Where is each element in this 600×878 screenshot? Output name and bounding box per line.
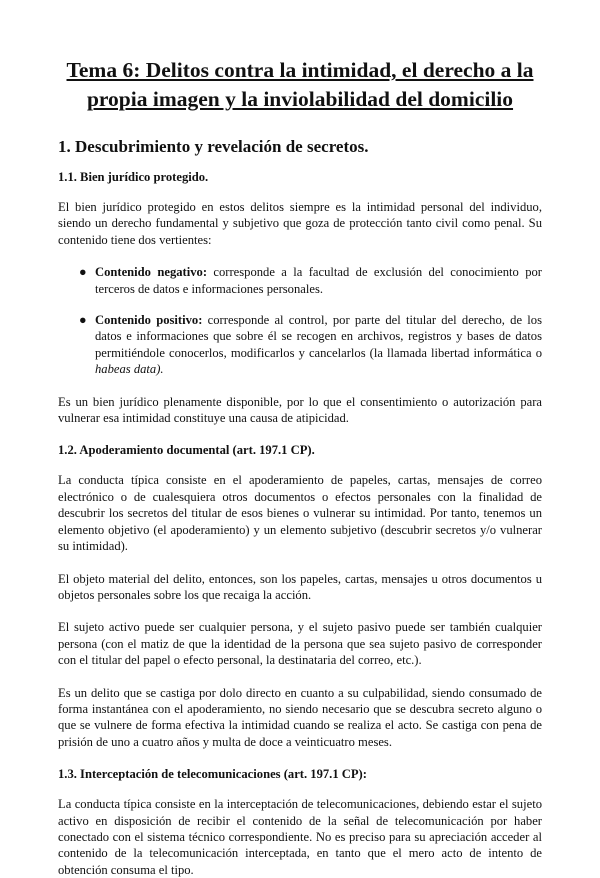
subsection-heading: 1.2. Apoderamiento documental (art. 197.1 CP).	[58, 443, 315, 458]
bullet-icon: ●	[79, 313, 87, 328]
paragraph: El sujeto activo puede ser cualquier persona, y el sujeto pasivo puede ser también cualquier persona (con el matiz de que la identidad de la persona que sea sujeto pasivo de corresponder con el titular del papel o efecto personal, la destinataria del correo, etc.).	[58, 620, 542, 668]
paragraph: La conducta típica consiste en la interceptación de telecomunicaciones, debiendo estar el sujeto activo en disposición de recibir el contenido de la señal de telecomunicación por haber conectado con el sistema técnico correspondiente. No es preciso para su apreciación acceder al contenido de la telecomunicación interceptada, en tanto que el mero acto de intento de obtención consuma el tipo.	[58, 797, 542, 877]
bullet-italic-term: habeas data).	[95, 362, 164, 377]
paragraph: Es un delito que se castiga por dolo directo en cuanto a su culpabilidad, siendo consumado de forma instantánea con el apoderamiento, no siendo necesario que se descubra secreto alguno o que se vulnere de forma efectiva la intimidad cuando se realiza el acto. Se castiga con pena de prisión de uno a cuatro años y multa de doce a veinticuatro meses.	[58, 685, 542, 749]
subsection-heading: 1.1. Bien jurídico protegido.	[58, 170, 209, 184]
bullet-item	[79, 312, 542, 378]
paragraph: El objeto material del delito, entonces, son los papeles, cartas, mensajes u otros documentos u objetos personales sobre los que recaiga la acción.	[58, 571, 542, 602]
paragraph: El bien jurídico protegido en estos delitos siempre es la intimidad personal del individuo, siendo un derecho fundamental y subjetivo que goza de protección tanto civil como penal. Su contenido tiene dos vertientes:	[58, 200, 542, 247]
bullet-text: corresponde a la facultad de exclusión del conocimiento por terceros de datos e informaciones personales.	[95, 265, 542, 296]
bullet-item	[79, 264, 542, 297]
bullet-term: Contenido positivo:	[95, 313, 203, 328]
bullet-text: corresponde al control, por parte del titular del derecho, de los datos e informaciones que sobre él se recogen en archivos, registros y bases de datos permitiéndole conocerlos, modificarlos y cancelarlos (la llamada libertad informática o	[95, 313, 542, 360]
bullet-term: Contenido negativo:	[95, 265, 208, 280]
paragraph: La conducta típica consiste en el apoderamiento de papeles, cartas, mensajes de correo electrónico o de cualesquiera otros documentos o efectos personales con la finalidad de descubrir los secretos del titular de esos bienes o vulnerar su intimidad. Por tanto, tenemos un elemento objetivo (el apoderamiento) y un elemento subjetivo (descubrir secretos y/o vulnerar su intimidad).	[58, 473, 542, 554]
document-title: Tema 6: Delitos contra la intimidad, el derecho a la propia imagen y la inviolabilidad del domicilio	[66, 58, 534, 111]
subsection-heading: 1.3. Interceptación de telecomunicaciones (art. 197.1 CP):	[58, 767, 367, 782]
bullet-list	[58, 264, 542, 377]
bullet-icon: ●	[79, 265, 87, 280]
paragraph: Es un bien jurídico plenamente disponible, por lo que el consentimiento o autorización para vulnerar esa intimidad constituye una causa de atipicidad.	[58, 394, 542, 426]
section-heading: 1. Descubrimiento y revelación de secretos.	[58, 137, 369, 156]
